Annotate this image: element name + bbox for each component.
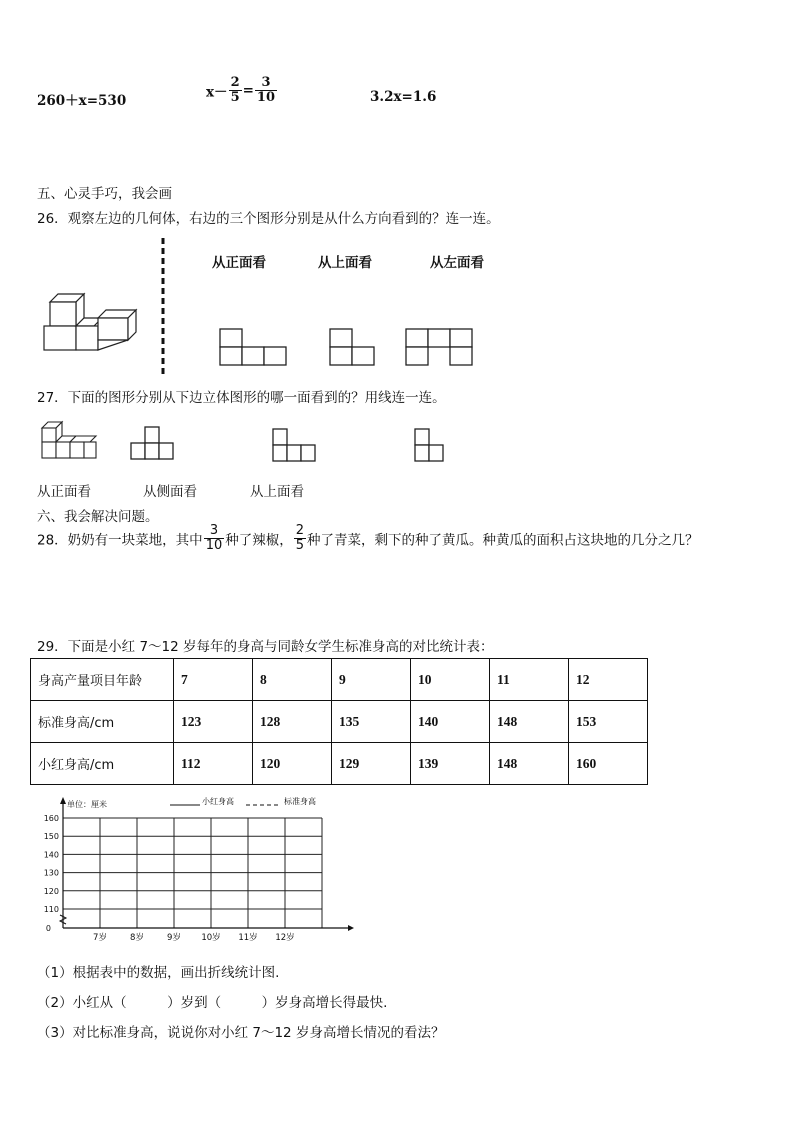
fraction-denominator: 10 — [256, 90, 276, 105]
equation-2-fraction-2 — [256, 76, 276, 105]
q27-label-front: 从正面看 — [37, 484, 91, 500]
table-header-cell: 7 — [174, 659, 253, 701]
y-tick-label: 160 — [43, 814, 59, 823]
fraction-numerator: 3 — [261, 75, 271, 90]
q26-label-top: 从上面看 — [318, 255, 372, 271]
q26-view-shape-1 — [219, 328, 289, 368]
question-29-text: 29．下面是小红 7～12 岁每年的身高与同龄女学生标准身高的对比统计表： — [37, 639, 494, 655]
y-tick-label: 150 — [43, 832, 59, 842]
table-row — [31, 701, 648, 743]
fraction-numerator: 2 — [230, 75, 240, 90]
table-cell: 135 — [332, 701, 411, 743]
equation-1: 260＋x=530 — [37, 93, 127, 109]
q28-mid: 种了辣椒， — [225, 532, 293, 549]
y-tick-label: 110 — [43, 905, 59, 914]
table-cell: 148 — [490, 701, 569, 743]
fraction-numerator: 3 — [209, 523, 219, 538]
fraction-denominator: 5 — [295, 538, 305, 553]
fraction-numerator: 2 — [295, 523, 305, 538]
line-chart — [30, 795, 360, 945]
q29-sub-2: （2）小红从（ ）岁到（ ）岁身高增长得最快. — [37, 995, 388, 1011]
table-cell: 140 — [411, 701, 490, 743]
y-tick-label: 120 — [43, 886, 59, 896]
question-28-text — [37, 524, 699, 553]
x-tick-label: 10岁 — [201, 933, 221, 943]
equation-2-fraction-1 — [230, 76, 241, 105]
q27-cube-solid — [40, 420, 100, 462]
equation-3: 3.2x=1.6 — [370, 89, 437, 105]
table-header-cell: 10 — [411, 659, 490, 701]
q29-sub-1: （1）根据表中的数据，画出折线统计图. — [37, 965, 280, 981]
table-cell: 112 — [174, 743, 253, 785]
q28-prefix: 28．奶奶有一块菜地，其中 — [37, 532, 203, 549]
table-header-cell: 9 — [332, 659, 411, 701]
height-comparison-table — [30, 658, 648, 785]
y-tick-label: 0 — [45, 924, 51, 933]
x-tick-label: 11岁 — [238, 933, 258, 943]
table-cell: 139 — [411, 743, 490, 785]
x-tick-label: 7岁 — [93, 933, 107, 943]
x-axis-arrow — [348, 925, 354, 931]
fraction-denominator: 10 — [205, 538, 223, 553]
dashed-divider — [160, 238, 166, 378]
unit-label: 单位：厘米 — [67, 800, 107, 809]
q27-view-shape-1 — [130, 426, 178, 462]
table-cell: 128 — [253, 701, 332, 743]
table-row — [31, 743, 648, 785]
q26-label-front: 从正面看 — [212, 255, 266, 271]
table-cell: 148 — [490, 743, 569, 785]
section-5-title: 五、心灵手巧，我会画 — [37, 186, 172, 202]
y-tick-label: 130 — [43, 868, 59, 878]
equals-sign: = — [242, 82, 254, 99]
q27-view-shape-3 — [414, 428, 448, 466]
section-6-title: 六、我会解决问题。 — [37, 509, 159, 525]
table-header-cell: 8 — [253, 659, 332, 701]
q29-sub-3: （3）对比标准身高，说说你对小红 7～12 岁身高增长情况的看法？ — [37, 1025, 445, 1041]
q26-view-shape-3 — [405, 328, 477, 368]
table-cell: 160 — [569, 743, 648, 785]
table-cell: 129 — [332, 743, 411, 785]
table-header-cell: 身高产量项目年龄 — [31, 659, 174, 701]
legend-label: 小红身高 — [202, 797, 234, 806]
q26-cube-solid — [40, 292, 145, 352]
table-cell: 小红身高/cm — [31, 743, 174, 785]
q26-view-shape-2 — [329, 328, 379, 368]
table-header-cell: 12 — [569, 659, 648, 701]
question-26-text: 26．观察左边的几何体，右边的三个图形分别是从什么方向看到的？连一连。 — [37, 211, 500, 227]
q26-label-left: 从左面看 — [430, 255, 484, 271]
q27-label-top: 从上面看 — [250, 484, 304, 500]
y-axis-arrow — [60, 797, 66, 804]
axis-break-mark — [60, 915, 66, 924]
equation-2 — [206, 76, 278, 105]
fraction-denominator: 5 — [230, 90, 240, 105]
q27-label-side: 从侧面看 — [143, 484, 197, 500]
table-cell: 123 — [174, 701, 253, 743]
y-tick-label: 140 — [43, 850, 59, 860]
equation-2-lhs: x－ — [206, 84, 228, 101]
q28-fraction-1 — [205, 524, 224, 553]
table-cell: 标准身高/cm — [31, 701, 174, 743]
table-cell: 120 — [253, 743, 332, 785]
q28-fraction-2 — [295, 524, 305, 553]
legend-label: 标准身高 — [284, 797, 316, 806]
q28-suffix: 种了青菜，剩下的种了黄瓜。种黄瓜的面积占这块地的几分之几？ — [307, 532, 699, 549]
x-tick-label: 12岁 — [275, 933, 295, 943]
question-27-text: 27．下面的图形分别从下边立体图形的哪一面看到的？用线连一连。 — [37, 390, 446, 406]
x-tick-label: 9岁 — [167, 933, 181, 943]
table-cell: 153 — [569, 701, 648, 743]
q27-view-shape-2 — [272, 428, 320, 464]
table-header-cell: 11 — [490, 659, 569, 701]
x-tick-label: 8岁 — [130, 933, 144, 943]
table-header-row — [31, 659, 648, 701]
